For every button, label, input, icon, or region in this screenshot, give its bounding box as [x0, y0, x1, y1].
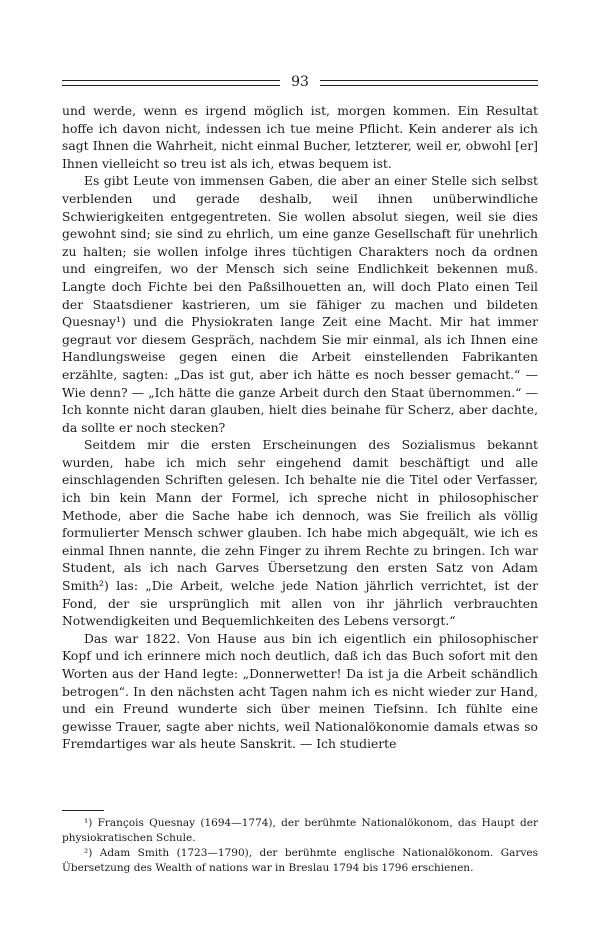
paragraph: Es gibt Leute von immensen Gaben, die aber an einer Stelle sich selbst verblenden und gerade deshalb, weil ihnen unüberwindliche Schwierigkeiten entgegentreten. Sie wollen absolut siegen, weil sie dies gewohnt sind; sie sind zu ehrlich, um eine ganze Gesellschaft für unehrlich zu halten; sie wollen infolge ihres tüchtigen Charakters noch da ordnen und eingreifen, wo der Mensch sich seine Endlichkeit bekennen muß. Langte doch Fichte bei den Paßsilhouetten an, will doch Plato einen Teil der Staatsdiener kastrieren, um sie fähiger zu machen und bildeten Quesnay¹) und die Physiokraten lange Zeit eine Macht. Mir hat immer gegraut vor diesem Gespräch, nachdem Sie mir einmal, als ich Ihnen eine Handlungsweise gegen einen die Arbeit einstellenden Fabrikanten erzählte, sagten: „Das ist gut, aber ich hätte es noch besser gemacht.“ — Wie denn? — „Ich hätte die ganze Arbeit durch den Staat übernommen.“ — Ich konnte nicht daran glauben, hielt dies beinahe für Scherz, aber dachte, da sollte er noch stecken?	[62, 174, 538, 435]
paragraph: Das war 1822. Von Hause aus bin ich eigentlich ein philosophischer Kopf und ich erinnere mich noch deutlich, daß ich das Buch sofort mit den Worten aus der Hand legte: „Donnerwetter! Da ist ja die Arbeit schändlich betrogen“. In den nächsten acht Tagen nahm ich es nicht wieder zur Hand, und ein Freund wunderte sich über meinen Tiefsinn. Ich fühlte eine gewisse Trauer, sagte aber nichts, weil Nationalökonomie damals etwas so Fremdartiges war als heute Sanskrit. — Ich studierte	[62, 631, 538, 752]
paragraph: und werde, wenn es irgend möglich ist, morgen kommen. Ein Resultat hoffe ich davon nicht, indessen ich tue meine Pflicht. Kein anderer als ich sagt Ihnen die Wahrheit, nicht einmal Bucher, letzterer, weil er, obwohl [er] Ihnen vielleicht so treu ist als ich, etwas bequem ist.	[62, 104, 538, 171]
page-header	[62, 72, 538, 92]
header-rule-right	[320, 80, 538, 86]
body-text	[62, 103, 538, 754]
paragraph: Seitdem mir die ersten Erscheinungen des Sozialismus bekannt wurden, habe ich mich sehr eingehend damit beschäftigt und alle einschlagenden Schriften gelesen. Ich behalte nie die Titel oder Verfasser, ich bin kein Mann der Formel, ich spreche nicht in philosophischer Methode, aber die Sache habe ich dennoch, was Sie freilich als völlig formulierter Mensch schwer glauben. Ich habe mich abgequält, wie ich es einmal Ihnen nannte, die zehn Finger zu ihrem Rechte zu bringen. Ich war Student, als ich nach Garves Übersetzung den ersten Satz von Adam Smith²) las: „Die Arbeit, welche jede Nation jährlich verrichtet, ist der Fond, der sie ursprünglich mit allen von ihr jährlich verbrauchten Notwendigkeiten und Bequemlichkeiten des Lebens versorgt.“	[62, 438, 538, 629]
footnote: ²) Adam Smith (1723—1790), der berühmte englische Nationalökonom. Garves Übersetzung des Wealth of nations war in Breslau 1794 bis 1796 erschienen.	[62, 847, 538, 874]
footnotes	[62, 816, 538, 876]
footnote: ¹) François Quesnay (1694—1774), der berühmte Nationalökonom, das Haupt der physiokratischen Schule.	[62, 817, 538, 844]
page-number: 93	[291, 74, 309, 90]
footnote-rule	[62, 810, 104, 811]
